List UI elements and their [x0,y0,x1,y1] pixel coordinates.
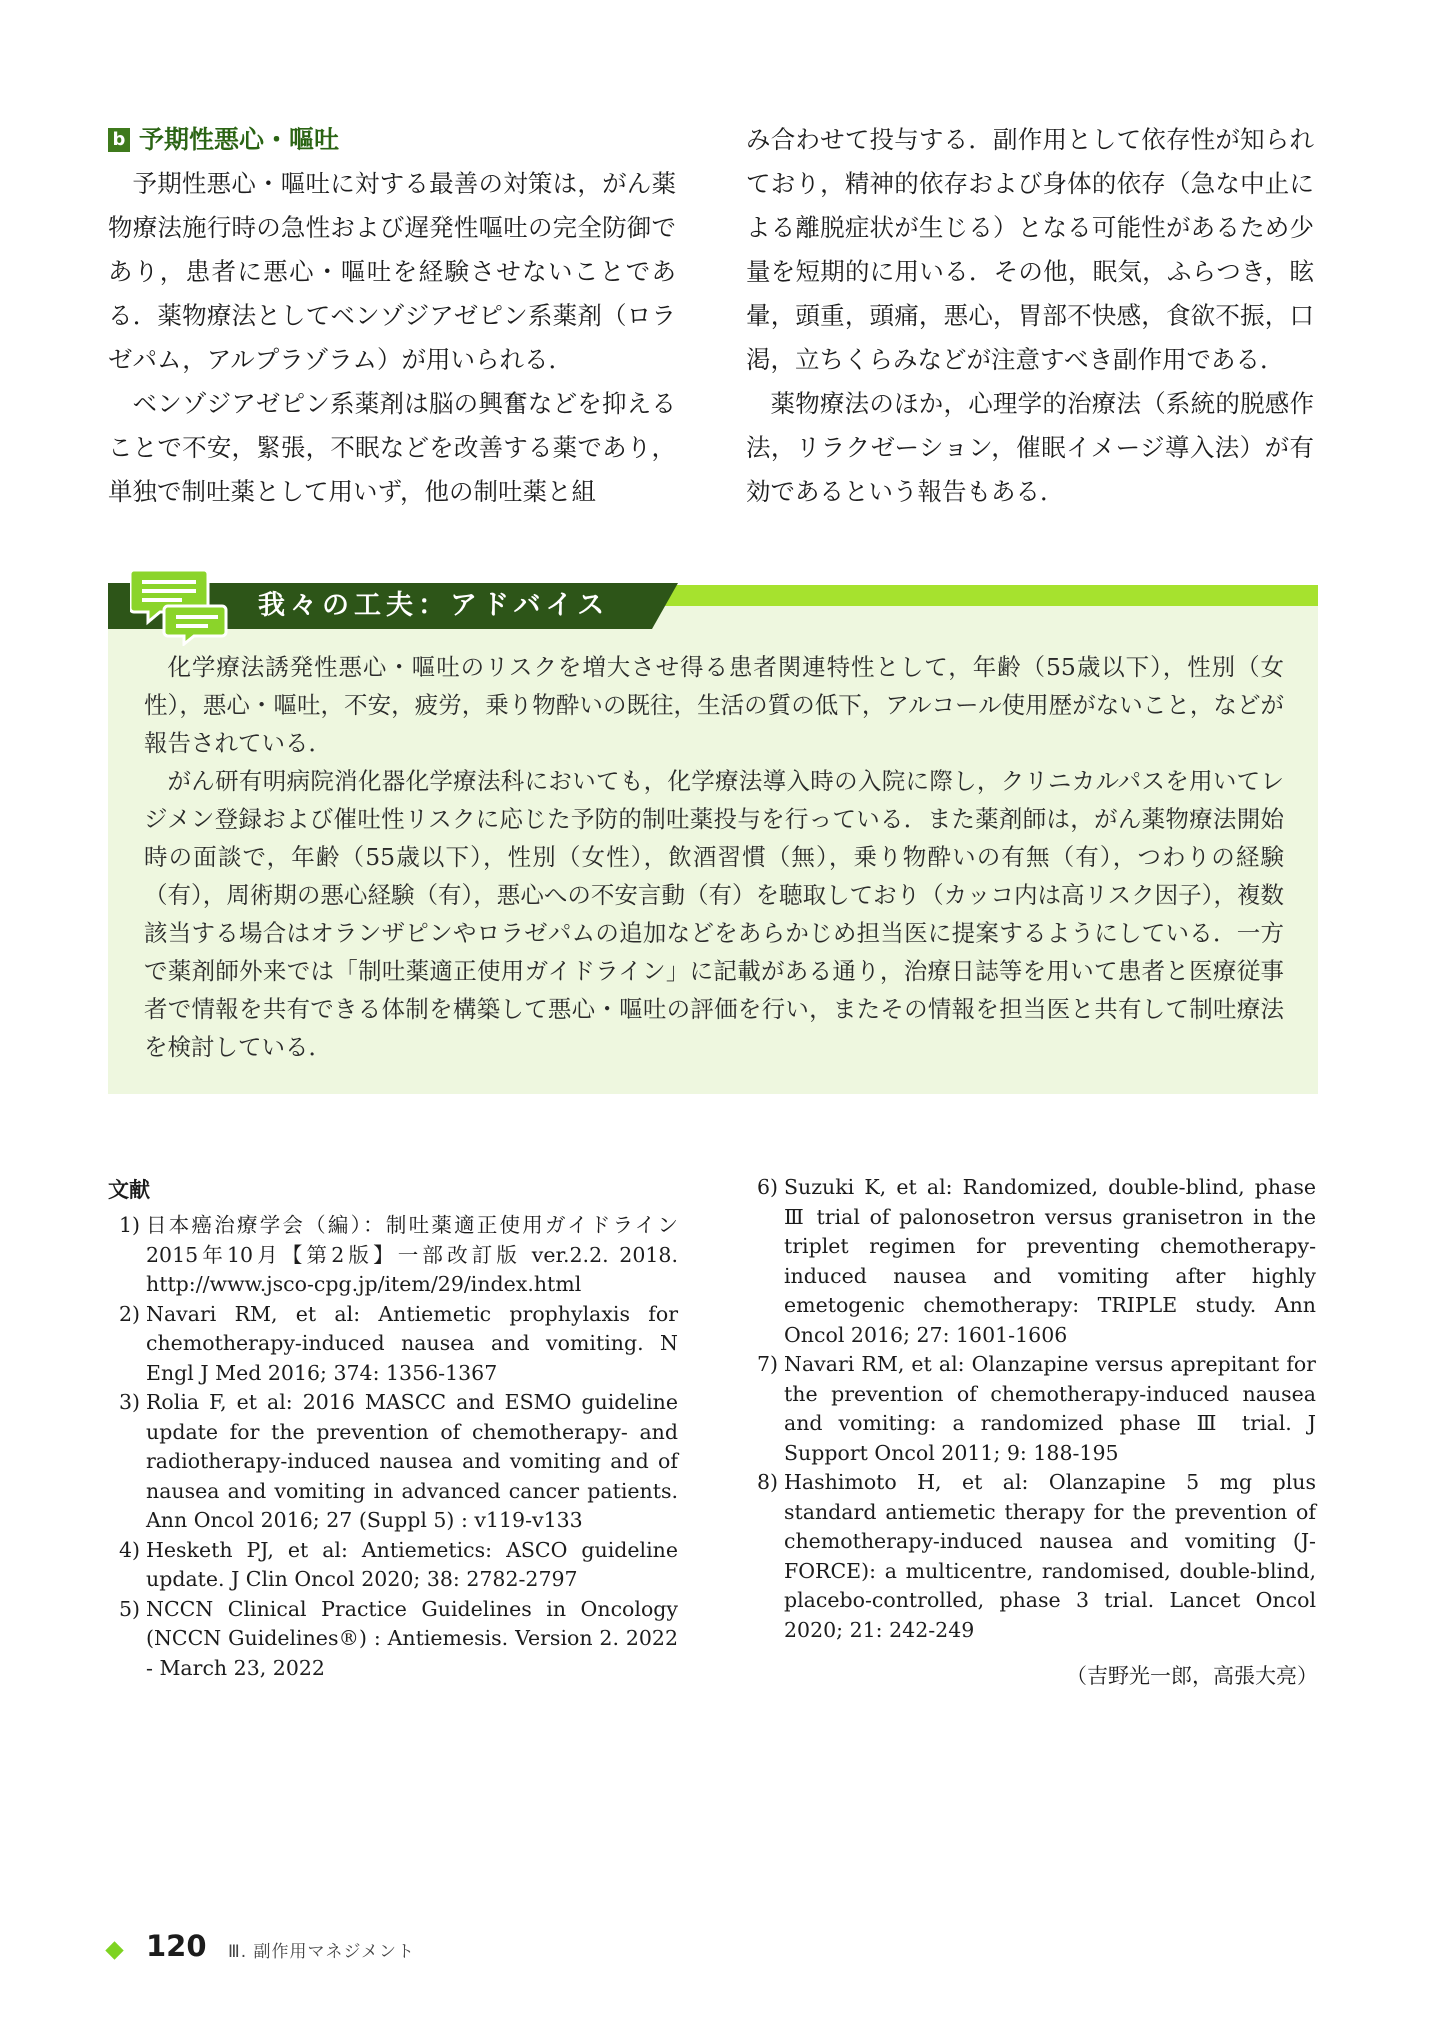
reference-text: Navari RM, et al: Olanzapine versus aprepitant for the prevention of chemotherapy-induced nausea and vomiting: a randomized phase Ⅲ trial. J Support Oncol 2011; 9: 188-195 [784,1352,1316,1465]
advice-text [144,648,1284,1066]
reference-text: Rolia F, et al: 2016 MASCC and ESMO guideline update for the prevention of chemotherapy- and radiotherapy-induced nausea and vomiting and of nausea and vomiting in advanced cancer patients. Ann Oncol 2016; 27 (Suppl 5) : v119-v133 [146,1390,678,1532]
reference-number: 2) [118,1301,140,1326]
reference-text: 日本癌治療学会（編）：制吐薬適正使用ガイドライン 2015年10月【第2版】一部改訂版 ver.2.2. 2018. http://www.jsco-cpg.jp/item/29/index.html [146,1213,678,1296]
reference-text: Suzuki K, et al: Randomized, double-blind, phase Ⅲ trial of palonosetron versus granisetron in the triplet regimen for preventing chemotherapy-induced nausea and vomiting after highly emetogenic chemotherapy: TRIPLE study. Ann Oncol 2016; 27: 1601-1606 [784,1175,1316,1347]
advice-paragraph: 化学療法誘発性悪心・嘔吐のリスクを増大させ得る患者関連特性として，年齢（55歳以下），性別（女性），悪心・嘔吐，不安，疲労，乗り物酔いの既往，生活の質の低下，アルコール使用歴がないこと，などが報告されている． [144,653,1284,757]
advice-title: 我々の工夫：アドバイス [258,590,610,621]
section-title: 予期性悪心・嘔吐 [139,125,340,154]
advice-accent-bar [660,585,1318,606]
reference-item [108,1388,678,1536]
advice-paragraph: がん研有明病院消化器化学療法科においても，化学療法導入時の入院に際し，クリニカルパスを用いてレジメン登録および催吐性リスクに応じた予防的制吐薬投与を行っている．また薬剤師は，がん薬物療法開始時の面談で，年齢（55歳以下），性別（女性），飲酒習慣（無），乗り物酔いの有無（有），つわりの経験（有），周術期の悪心経験（有），悪心への不安言動（有）を聴取しており（カッコ内は高リスク因子），複数該当する場合はオランザピンやロラゼパムの追加などをあらかじめ担当医に提案するようにしている．一方で薬剤師外来では「制吐薬適正使用ガイドライン」に記載がある通り，治療日誌等を用いて患者と医療従事者で情報を共有できる体制を構築して悪心・嘔吐の評価を行い，またその情報を担当医と共有して制吐療法を検討している． [144,767,1284,1061]
reference-item [746,1350,1316,1468]
reference-item [108,1595,678,1684]
reference-text: Hesketh PJ, et al: Antiemetics: ASCO guideline update. J Clin Oncol 2020; 38: 2782-2797 [146,1537,678,1591]
body-paragraph: 予期性悪心・嘔吐に対する最善の対策は，がん薬物療法施行時の急性および遅発性嘔吐の完全防御であり，患者に悪心・嘔吐を経験させないことである．薬物療法としてベンゾジアゼピン系薬剤（ロラゼパム，アルプラゾラム）が用いられる． [108,169,676,374]
reference-item [746,1173,1316,1350]
reference-number: 8) [756,1470,778,1494]
section-badge: b [108,128,130,152]
references-left-column [108,1211,678,1683]
reference-number: 5) [118,1596,140,1621]
reference-number: 6) [756,1175,778,1199]
reference-item [108,1211,678,1300]
references-heading: 文献 [108,1178,150,1202]
speech-bubble-icon [130,566,230,646]
reference-item [746,1468,1316,1645]
reference-item [108,1300,678,1389]
reference-text: Navari RM, et al: Antiemetic prophylaxis for chemotherapy-induced nausea and vomiting. N Engl J Med 2016; 374: 1356-1367 [146,1301,678,1385]
reference-number: 7) [756,1352,778,1376]
references-right-column [746,1173,1316,1645]
page-number: 120 [146,1929,207,1963]
running-section-label: Ⅲ. 副作用マネジメント [228,1942,416,1962]
reference-number: 1) [118,1213,140,1237]
reference-text: Hashimoto H, et al: Olanzapine 5 mg plus standard antiemetic therapy for the prevention of chemotherapy-induced nausea and vomiting (J-FORCE): a multicentre, randomised, double-blind, placebo-controlled, phase 3 trial. Lancet Oncol 2020; 21: 242-249 [784,1470,1316,1642]
reference-number: 3) [118,1390,140,1414]
reference-text: NCCN Clinical Practice Guidelines in Oncology (NCCN Guidelines®) : Antiemesis. Version 2. 2022 - March 23, 2022 [146,1596,678,1680]
right-column [746,118,1314,514]
left-column [108,118,676,514]
reference-number: 4) [118,1537,140,1562]
body-paragraph: み合わせて投与する．副作用として依存性が知られており，精神的依存および身体的依存（急な中止による離脱症状が生じる）となる可能性があるため少量を短期的に用いる．その他，眠気，ふらつき，眩暈，頭重，頭痛，悪心，胃部不快感，食欲不振，口渇，立ちくらみなどが注意すべき副作用である． [746,125,1314,374]
diamond-icon [105,1941,123,1959]
body-paragraph: ベンゾジアゼピン系薬剤は脳の興奮などを抑えることで不安，緊張，不眠などを改善する薬であり，単独で制吐薬として用いず，他の制吐薬と組 [108,389,676,506]
reference-item [108,1536,678,1595]
section-heading [108,118,676,162]
authors: （吉野光一郎，高張大亮） [1066,1664,1318,1688]
body-paragraph: 薬物療法のほか，心理学的治療法（系統的脱感作法，リラクゼーション，催眠イメージ導入法）が有効であるという報告もある． [746,389,1314,506]
